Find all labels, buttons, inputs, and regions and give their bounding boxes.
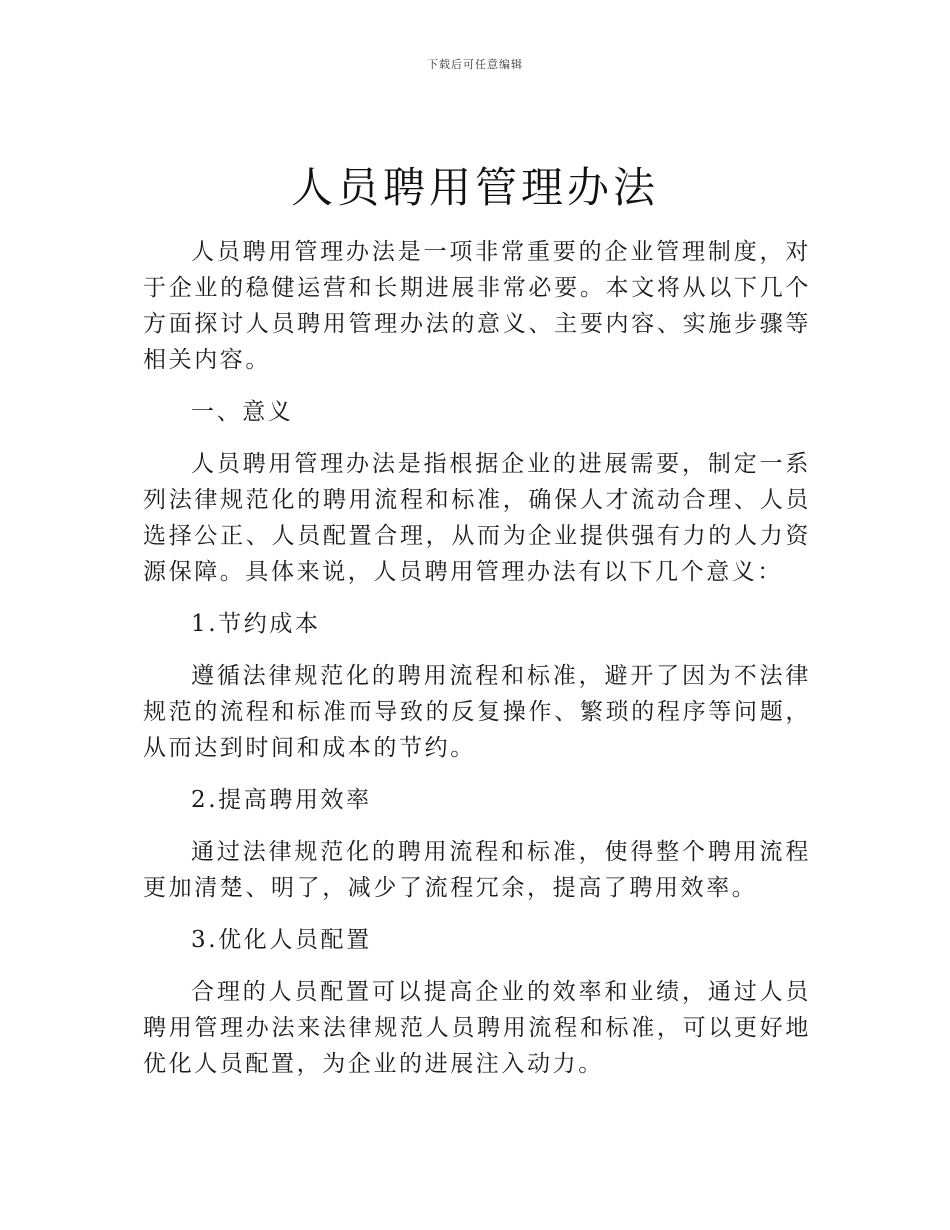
document-body — [143, 234, 811, 1098]
header-note: 下载后可任意编辑 — [427, 58, 523, 71]
staffing-paragraph: 合理的人员配置可以提高企业的效率和业绩，通过人员聘用管理办法来法律规范人员聘用流程和标准，可以更好地优化人员配置，为企业的进展注入动力。 — [143, 979, 811, 1077]
save-cost-paragraph: 遵循法律规范化的聘用流程和标准，避开了因为不法律规范的流程和标准而导致的反复操作、繁琐的程序等问题，从而达到时间和成本的节约。 — [143, 663, 811, 761]
subheading-efficiency: 2.提高聘用效率 — [191, 787, 372, 813]
efficiency-paragraph: 通过法律规范化的聘用流程和标准，使得整个聘用流程更加清楚、明了，减少了流程冗余，提高了聘用效率。 — [143, 839, 811, 901]
intro-paragraph: 人员聘用管理办法是一项非常重要的企业管理制度，对于企业的稳健运营和长期进展非常必要。本文将从以下几个方面探讨人员聘用管理办法的意义、主要内容、实施步骤等相关内容。 — [143, 239, 811, 373]
subheading-staffing: 3.优化人员配置 — [191, 927, 372, 953]
section-heading-significance: 一、意义 — [191, 399, 294, 425]
significance-paragraph: 人员聘用管理办法是指根据企业的进展需要，制定一系列法律规范化的聘用流程和标准，确保人才流动合理、人员选择公正、人员配置合理，从而为企业提供强有力的人力资源保障。具体来说，人员聘用管理办法有以下几个意义： — [143, 451, 811, 585]
page-title: 人员聘用管理办法 — [290, 163, 659, 212]
subheading-save-cost: 1.节约成本 — [191, 611, 321, 637]
